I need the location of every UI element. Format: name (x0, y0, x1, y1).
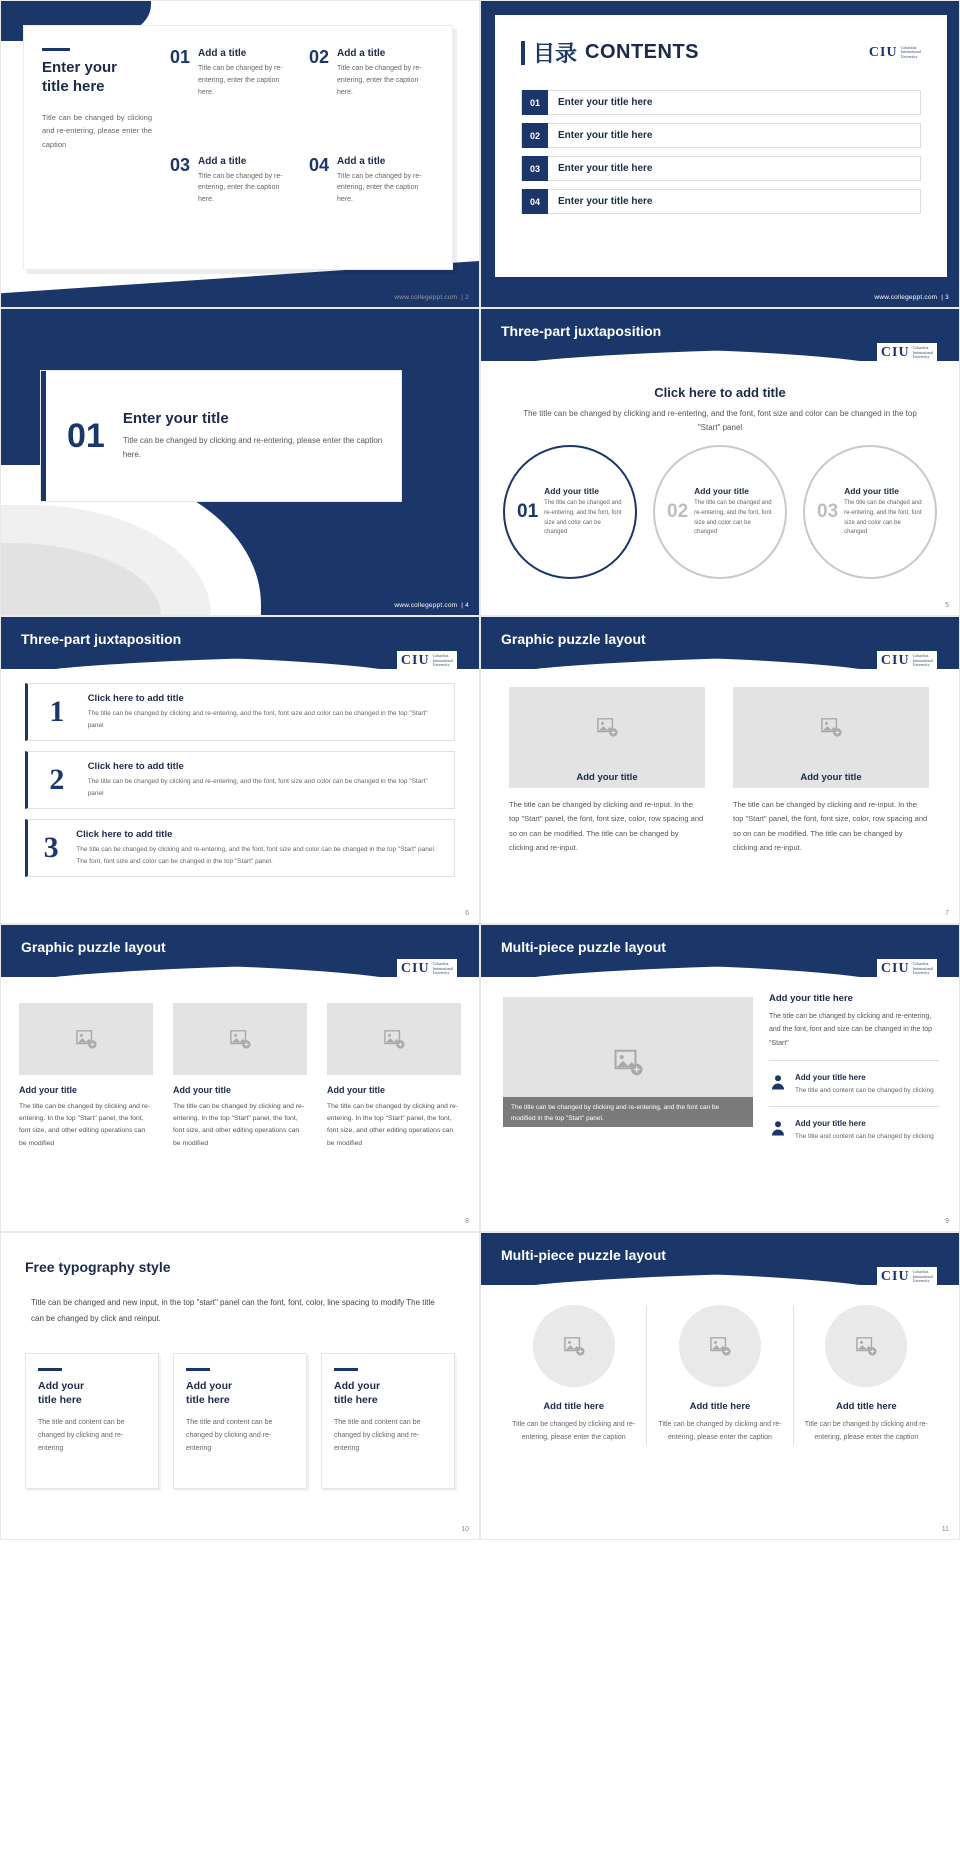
footer-url: www.collegeppt.com (874, 294, 938, 301)
column-title: Add your title (19, 1085, 77, 1095)
list-item[interactable] (25, 751, 455, 809)
footer-url: www.collegeppt.com (394, 602, 458, 609)
content-column (509, 687, 705, 855)
page-title: Enter your title here (42, 59, 118, 95)
circle-desc: The title can be changed and re-entering, and the font, font size and color can be changed (694, 500, 772, 536)
column-desc: The title can be changed by clicking and re-entering. In the top "Start" panel, the font, font size, and other editing operations can be modified (19, 1103, 151, 1147)
page-number: 9 (945, 1218, 949, 1225)
slide-section-divider[interactable] (0, 308, 480, 616)
content-column (646, 1305, 792, 1445)
circle-item[interactable] (503, 445, 637, 579)
image-placeholder[interactable] (19, 1003, 153, 1075)
card-title: Add your title here (38, 1380, 85, 1407)
numbered-list (25, 683, 455, 877)
agenda-item[interactable] (309, 156, 434, 248)
page-number: 8 (465, 1218, 469, 1225)
item-desc: Title can be changed by re-entering, enter the caption here. (198, 65, 283, 96)
image-icon (855, 1336, 877, 1356)
brand-logo (877, 651, 937, 671)
column-desc: The title can be changed by clicking and re-input. In the top "Start" panel, the font, font size, color, row spacing and so on can be modified. The title can be changed by clicking and re-input. (509, 800, 704, 852)
item-desc: Title can be changed by re-entering, enter the caption here. (198, 172, 283, 204)
image-icon (229, 1029, 251, 1049)
title-chinese: 目录 (533, 42, 578, 67)
item-title: Click here to add title (87, 693, 184, 705)
circle-group (503, 445, 937, 579)
logo-sub-3: University (432, 970, 450, 976)
slide-footer: www.collegeppt.com | 4 (394, 602, 469, 609)
logo-mark: CIU (400, 653, 430, 668)
brand-logo (869, 45, 921, 61)
card-group (25, 1353, 455, 1489)
circle-title: Add your title (544, 486, 599, 497)
logo-mark: CIU (880, 961, 910, 976)
logo-sub-1: Columbia (912, 1269, 929, 1275)
column-desc: The title can be changed by clicking and re-input. In the top "Start" panel, the font, font size, color, row spacing and so on can be modified. The title can be changed by clicking and re-input. (733, 800, 928, 852)
logo-sub-3: University (900, 53, 918, 59)
header-title: Three-part juxtaposition (21, 631, 182, 647)
list-item[interactable] (25, 683, 455, 741)
logo-sub-1: Columbia (432, 961, 449, 967)
image-icon (613, 1048, 643, 1076)
agenda-grid (162, 48, 434, 247)
contents-row[interactable] (521, 156, 921, 181)
contents-row[interactable] (521, 123, 921, 148)
user-icon (769, 1119, 787, 1137)
image-placeholder[interactable] (825, 1305, 907, 1387)
logo-sub-1: Columbia (432, 653, 449, 659)
card-title: Add your title here (334, 1380, 381, 1407)
item-title: Add a title (337, 155, 386, 167)
logo-sub-2: International (432, 965, 453, 971)
column-desc: The title can be changed by clicking and re-entering. In the top "Start" panel, the font, font size, and other editing operations can be modified (173, 1103, 305, 1147)
logo-mark: CIU (400, 961, 430, 976)
list-item[interactable] (25, 819, 455, 877)
column-title: Add your title (327, 1085, 385, 1095)
circle-title: Add your title (694, 486, 749, 497)
circle-number: 03 (817, 501, 839, 522)
side-panel (769, 993, 939, 1142)
contents-row[interactable] (521, 189, 921, 214)
header-title: Graphic puzzle layout (21, 939, 166, 955)
item-title: Add a title (198, 155, 247, 167)
item-desc: The title can be changed by clicking and re-entering, and the font, font size and color can be changed in the top "Start" panel (87, 778, 428, 797)
card-desc: The title and content can be changed by clicking and re-entering (186, 1419, 273, 1452)
image-icon (383, 1029, 405, 1049)
item-title: Click here to add title (87, 761, 184, 773)
item-desc: The title and content can be changed by clicking (795, 1086, 934, 1094)
logo-sub-1: Columbia (912, 961, 929, 967)
content-column (501, 1305, 646, 1445)
logo-mark: CIU (880, 653, 910, 668)
brand-logo (877, 959, 937, 979)
logo-sub-2: International (900, 49, 921, 55)
accent-rule (334, 1368, 358, 1371)
image-icon (596, 717, 618, 737)
agenda-item[interactable] (309, 48, 434, 140)
image-caption: The title can be changed by clicking and re-entering, and the font can be modified in the top "Start" panel. (503, 1097, 753, 1127)
circle-title: Add your title (844, 486, 899, 497)
content-column (733, 687, 929, 855)
divider (769, 1106, 939, 1107)
card-title: Add your title here (186, 1380, 233, 1407)
column-desc: Title can be changed by clicking and re-entering, please enter the caption (804, 1421, 928, 1442)
brand-logo (397, 959, 457, 979)
item-number: 04 (309, 154, 330, 175)
card-desc: The title and content can be changed by clicking and re-entering (334, 1419, 421, 1452)
page-number: 5 (945, 602, 949, 609)
slide-graphic-puzzle-three[interactable] (0, 924, 480, 1232)
page-number: 6 (465, 910, 469, 917)
row-number: 03 (522, 156, 548, 181)
slide-graphic-puzzle-two[interactable] (480, 616, 960, 924)
agenda-item[interactable] (170, 48, 295, 140)
slide-title: Click here to add title (654, 385, 786, 400)
section-number: 01 (67, 416, 105, 455)
content-column (173, 1003, 307, 1150)
circle-item[interactable] (653, 445, 787, 579)
section-caption: Title can be changed by clicking and re-entering, please enter the caption here. (122, 436, 383, 459)
slide-multi-piece-puzzle[interactable] (480, 924, 960, 1232)
accent-bar (41, 371, 46, 501)
circle-number: 02 (667, 501, 689, 522)
card[interactable] (173, 1353, 307, 1489)
page-title: Free typography style (25, 1259, 171, 1275)
side-list-item[interactable] (769, 1119, 939, 1142)
logo-subtext (913, 346, 933, 360)
row-label: Enter your title here (558, 196, 653, 207)
item-title: Click here to add title (76, 829, 173, 841)
accent-rule (186, 1368, 210, 1371)
logo-sub-2: International (912, 965, 933, 971)
slide-three-part-list[interactable] (0, 616, 480, 924)
item-desc: The title and content can be changed by clicking (795, 1132, 934, 1140)
accent-rule (38, 1368, 62, 1371)
image-icon (75, 1029, 97, 1049)
logo-subtext (913, 654, 933, 668)
logo-mark: CIU (880, 1269, 910, 1284)
image-icon (709, 1336, 731, 1356)
item-number: 02 (309, 47, 330, 67)
row-label: Enter your title here (558, 130, 653, 141)
content-column (19, 1003, 153, 1150)
row-number: 02 (522, 123, 548, 148)
card[interactable] (25, 1353, 159, 1489)
contents-header (521, 37, 921, 68)
column-desc: The title can be changed by clicking and re-entering. In the top "Start" panel, the font, font size, and other editing operations can be modified (327, 1103, 459, 1147)
logo-sub-3: University (912, 970, 930, 976)
slide-free-typography[interactable] (0, 1232, 480, 1540)
slide-footer: www.collegeppt.com | 2 (394, 294, 469, 301)
circle-item[interactable] (803, 445, 937, 579)
logo-sub-2: International (912, 657, 933, 663)
item-desc: Title can be changed by re-entering, enter the caption here. (337, 65, 422, 96)
page-number: 3 (945, 294, 949, 301)
image-placeholder[interactable] (173, 1003, 307, 1075)
left-column (42, 48, 162, 247)
logo-mark: CIU (880, 345, 910, 360)
column-title: Add your title (173, 1085, 231, 1095)
item-number: 01 (170, 47, 191, 67)
card-desc: The title and content can be changed by clicking and re-entering (38, 1419, 125, 1452)
slide-multi-piece-circles[interactable] (480, 1232, 960, 1540)
column-group (501, 1305, 939, 1445)
header-title: Three-part juxtaposition (501, 323, 662, 339)
image-placeholder[interactable] (733, 687, 929, 767)
logo-subtext (901, 46, 921, 60)
logo-sub-2: International (912, 1273, 933, 1279)
agenda-item[interactable] (170, 156, 295, 248)
item-title: Add your title here (795, 1072, 866, 1082)
section-title: Enter your title (122, 410, 229, 428)
logo-sub-2: International (912, 349, 933, 355)
item-title: Add a title (198, 48, 247, 59)
logo-sub-1: Columbia (912, 345, 929, 351)
column-desc: Title can be changed by clicking and re-entering, please enter the caption (658, 1421, 782, 1442)
card[interactable] (321, 1353, 455, 1489)
side-title: Add your title here (769, 993, 853, 1004)
page-number: 11 (941, 1526, 949, 1533)
contents-row[interactable] (521, 90, 921, 115)
contents-list (521, 90, 921, 214)
image-caption: Add your title (733, 767, 929, 788)
logo-sub-1: Columbia (912, 653, 929, 659)
brand-logo (397, 651, 457, 671)
brand-logo (877, 343, 937, 363)
side-list-item[interactable] (769, 1073, 939, 1096)
image-placeholder[interactable] (533, 1305, 615, 1387)
logo-sub-1: Columbia (900, 44, 917, 50)
item-desc: The title can be changed by clicking and re-entering, and the font, font size and color can be changed in the top "Start" panel (87, 710, 428, 729)
slide-subtitle: The title can be changed by clicking and re-entering, and the font, font size and color can be changed in the top "Start" panel (523, 409, 917, 432)
logo-subtext (913, 1270, 933, 1284)
slide-agenda-four-items[interactable] (0, 0, 480, 308)
page-lead: Title can be changed and new input, in the top "start" panel can the font, font, color, line spacing to modify The title can be changed by click and reinput. (31, 1298, 435, 1323)
accent-bar (521, 41, 525, 65)
page-number: 4 (465, 602, 469, 609)
side-lead: The title can be changed by clicking and re-entering, and the font, font and size can be changed in the top "Start" (769, 1013, 933, 1047)
image-caption: Add your title (509, 767, 705, 788)
brand-logo (877, 1267, 937, 1287)
row-number: 01 (522, 90, 548, 115)
logo-sub-3: University (912, 354, 930, 360)
page-number: 10 (461, 1526, 469, 1533)
item-title: Add your title here (795, 1118, 866, 1128)
circle-desc: The title can be changed and re-entering, and the font, font size and color can be changed (844, 500, 922, 536)
page-number: 7 (945, 910, 949, 917)
accent-rule (42, 48, 70, 51)
column-title: Add title here (835, 1401, 897, 1412)
divider (769, 1060, 939, 1061)
column-title: Add title here (689, 1401, 751, 1412)
header-title: Graphic puzzle layout (501, 631, 646, 647)
user-icon (769, 1073, 787, 1091)
slide-footer: www.collegeppt.com | 3 (874, 294, 949, 301)
title-english: CONTENTS (585, 41, 700, 63)
logo-sub-3: University (912, 1278, 930, 1284)
image-icon (563, 1336, 585, 1356)
column-desc: Title can be changed by clicking and re-entering, please enter the caption (512, 1421, 636, 1442)
item-number: 03 (170, 154, 191, 175)
logo-sub-2: International (432, 657, 453, 663)
header-title: Multi-piece puzzle layout (501, 939, 666, 955)
slide-contents[interactable] (480, 0, 960, 308)
image-placeholder[interactable] (327, 1003, 461, 1075)
item-title: Add a title (337, 48, 386, 59)
logo-subtext (433, 962, 453, 976)
image-placeholder[interactable] (679, 1305, 761, 1387)
logo-subtext (433, 654, 453, 668)
content-card (495, 15, 947, 277)
logo-sub-3: University (912, 662, 930, 668)
logo-sub-3: University (432, 662, 450, 668)
content-column (793, 1305, 939, 1445)
item-number: 2 (49, 763, 65, 796)
header-title: Multi-piece puzzle layout (501, 1247, 666, 1263)
column-title: Add title here (543, 1401, 605, 1412)
image-placeholder[interactable] (509, 687, 705, 767)
row-label: Enter your title here (558, 97, 653, 108)
section-card (41, 371, 401, 501)
row-number: 04 (522, 189, 548, 214)
page-number: 2 (465, 294, 469, 301)
item-desc: The title can be changed by clicking and re-entering, and the font, font size and color can be changed in the top "Start" panel. The font, font size and color can be changed in the top "Start" panel. (76, 846, 436, 865)
circle-desc: The title can be changed and re-entering, and the font, font size and color can be changed (544, 500, 622, 536)
logo-subtext (913, 962, 933, 976)
item-number: 1 (49, 695, 65, 728)
footer-url: www.collegeppt.com (394, 294, 458, 301)
slide-three-part-circles[interactable] (480, 308, 960, 616)
content-column (327, 1003, 461, 1150)
content-card (23, 25, 453, 270)
circle-number: 01 (517, 501, 539, 522)
row-label: Enter your title here (558, 163, 653, 174)
image-icon (820, 717, 842, 737)
page-caption: Title can be changed by clicking and re-entering, please enter the caption (42, 112, 152, 149)
item-desc: Title can be changed by re-entering, enter the caption here. (337, 172, 422, 204)
logo-mark: CIU (868, 44, 898, 60)
item-number: 3 (43, 831, 59, 864)
